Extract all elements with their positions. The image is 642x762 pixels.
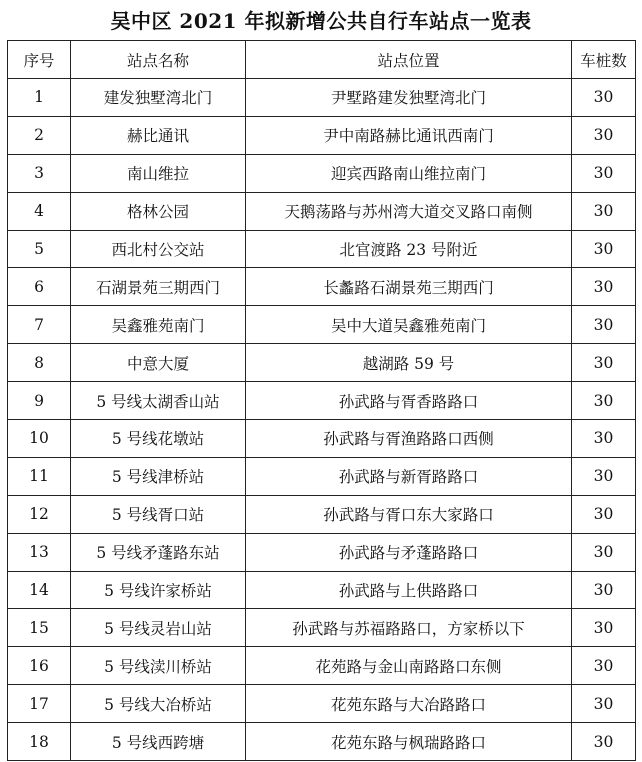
dock-count: 30 — [572, 116, 636, 154]
table-title: 吴中区 2021 年拟新增公共自行车站点一览表 — [110, 9, 532, 33]
dock-count: 30 — [572, 268, 636, 306]
station-location: 孙武路与上供路路口 — [246, 571, 572, 609]
dock-count: 30 — [572, 533, 636, 571]
station-location: 花苑东路与枫瑞路路口 — [246, 723, 572, 761]
row-index: 6 — [8, 268, 71, 306]
row-index: 5 — [8, 230, 71, 268]
row-index: 18 — [8, 723, 71, 761]
table-row — [8, 344, 636, 382]
dock-count: 30 — [572, 382, 636, 420]
table-body — [8, 79, 636, 761]
table-row — [8, 230, 636, 268]
table-row — [8, 79, 636, 117]
station-location: 北官渡路 23 号附近 — [246, 230, 572, 268]
header-index: 序号 — [8, 41, 71, 79]
row-index: 17 — [8, 685, 71, 723]
table-row — [8, 571, 636, 609]
station-location: 孙武路与胥香路路口 — [246, 382, 572, 420]
table-row — [8, 495, 636, 533]
header-station-name: 站点名称 — [71, 41, 246, 79]
station-name: 赫比通讯 — [71, 116, 246, 154]
row-index: 4 — [8, 192, 71, 230]
station-name: 南山维拉 — [71, 154, 246, 192]
table-row — [8, 533, 636, 571]
station-location: 天鹅荡路与苏州湾大道交叉路口南侧 — [246, 192, 572, 230]
station-location: 吴中大道吴鑫雅苑南门 — [246, 306, 572, 344]
station-name: 建发独墅湾北门 — [71, 79, 246, 117]
row-index: 14 — [8, 571, 71, 609]
station-name: 5 号线渎川桥站 — [71, 647, 246, 685]
dock-count: 30 — [572, 306, 636, 344]
dock-count: 30 — [572, 344, 636, 382]
station-name: 5 号线矛蓬路东站 — [71, 533, 246, 571]
dock-count: 30 — [572, 685, 636, 723]
station-name: 西北村公交站 — [71, 230, 246, 268]
row-index: 8 — [8, 344, 71, 382]
header-dock-count: 车桩数 — [572, 41, 636, 79]
station-location: 迎宾西路南山维拉南门 — [246, 154, 572, 192]
table-row — [8, 268, 636, 306]
station-location: 孙武路与矛蓬路路口 — [246, 533, 572, 571]
row-index: 3 — [8, 154, 71, 192]
station-name: 格林公园 — [71, 192, 246, 230]
table-row — [8, 647, 636, 685]
dock-count: 30 — [572, 609, 636, 647]
row-index: 13 — [8, 533, 71, 571]
dock-count: 30 — [572, 154, 636, 192]
header-station-location: 站点位置 — [246, 41, 572, 79]
dock-count: 30 — [572, 192, 636, 230]
station-location: 花苑路与金山南路路口东侧 — [246, 647, 572, 685]
row-index: 16 — [8, 647, 71, 685]
station-location: 越湖路 59 号 — [246, 344, 572, 382]
header-row — [8, 41, 636, 79]
dock-count: 30 — [572, 79, 636, 117]
table-row — [8, 685, 636, 723]
station-name: 5 号线西跨塘 — [71, 723, 246, 761]
station-name: 5 号线大冶桥站 — [71, 685, 246, 723]
station-name: 5 号线津桥站 — [71, 457, 246, 495]
dock-count: 30 — [572, 647, 636, 685]
row-index: 2 — [8, 116, 71, 154]
station-name: 5 号线太湖香山站 — [71, 382, 246, 420]
row-index: 7 — [8, 306, 71, 344]
dock-count: 30 — [572, 723, 636, 761]
station-name: 吴鑫雅苑南门 — [71, 306, 246, 344]
row-index: 12 — [8, 495, 71, 533]
dock-count: 30 — [572, 571, 636, 609]
row-index: 10 — [8, 420, 71, 458]
station-name: 5 号线花墩站 — [71, 420, 246, 458]
dock-count: 30 — [572, 457, 636, 495]
dock-count: 30 — [572, 420, 636, 458]
row-index: 1 — [8, 79, 71, 117]
station-location: 孙武路与胥渔路路口西侧 — [246, 420, 572, 458]
station-location: 孙武路与新胥路路口 — [246, 457, 572, 495]
dock-count: 30 — [572, 495, 636, 533]
station-name: 石湖景苑三期西门 — [71, 268, 246, 306]
table-row — [8, 192, 636, 230]
station-name: 5 号线许家桥站 — [71, 571, 246, 609]
table-row — [8, 116, 636, 154]
station-location: 花苑东路与大冶路路口 — [246, 685, 572, 723]
table-row — [8, 609, 636, 647]
station-location: 孙武路与苏福路路口，方家桥以下 — [246, 609, 572, 647]
station-location: 孙武路与胥口东大家路口 — [246, 495, 572, 533]
station-name: 5 号线灵岩山站 — [71, 609, 246, 647]
station-name: 5 号线胥口站 — [71, 495, 246, 533]
station-location: 长蠡路石湖景苑三期西门 — [246, 268, 572, 306]
station-location: 尹中南路赫比通讯西南门 — [246, 116, 572, 154]
row-index: 15 — [8, 609, 71, 647]
table-row — [8, 420, 636, 458]
station-location: 尹墅路建发独墅湾北门 — [246, 79, 572, 117]
table-row — [8, 154, 636, 192]
station-name: 中意大厦 — [71, 344, 246, 382]
dock-count: 30 — [572, 230, 636, 268]
table-row — [8, 723, 636, 761]
row-index: 11 — [8, 457, 71, 495]
row-index: 9 — [8, 382, 71, 420]
table-row — [8, 457, 636, 495]
bike-station-table — [7, 40, 636, 761]
table-row — [8, 382, 636, 420]
table-row — [8, 306, 636, 344]
